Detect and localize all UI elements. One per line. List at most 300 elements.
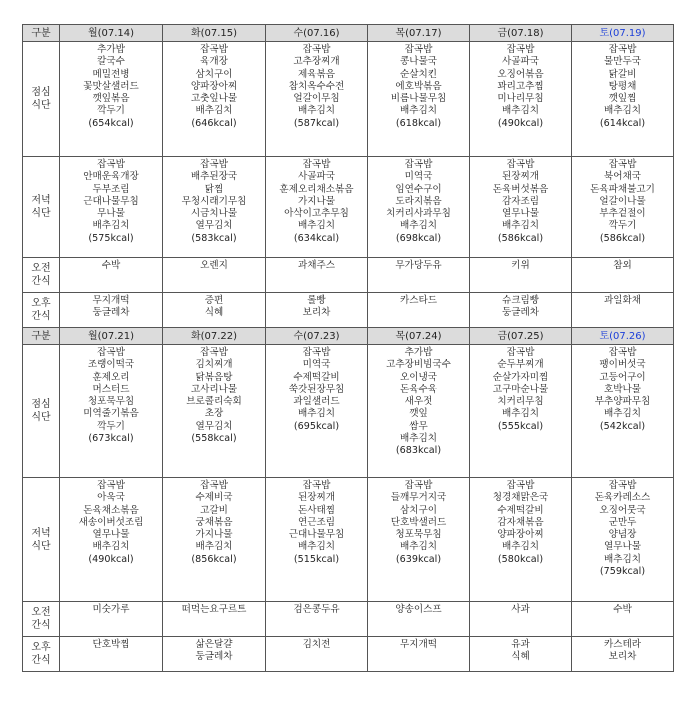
menu-item: 식혜 [511,651,530,663]
menu-item: 오징어뭇국 [599,504,646,516]
column-label: 구분 [23,25,60,42]
menu-item: 청포묵무침 [87,396,135,408]
menu-item: 배추김치 [603,105,642,117]
menu-cell [368,637,470,672]
menu-item: 깻잎 [409,408,428,420]
menu-item: 칼국수 [97,56,125,68]
menu-item: (683kcal) [395,445,442,457]
menu-cell [368,293,470,328]
menu-item: 순두부찌개 [497,359,544,371]
row-label [23,602,60,637]
menu-cell [60,345,163,478]
day-header: 월(07.14) [60,25,163,42]
row-label [23,293,60,328]
menu-item: 양송이스프 [395,604,442,615]
menu-item: 깻잎찜 [608,93,637,105]
menu-cell [163,602,266,637]
menu-item: 안매운육개장 [83,171,139,183]
row-label [23,637,60,672]
menu-item: 배추김치 [501,408,540,420]
menu-item: 탕평채 [608,80,637,92]
menu-cell [60,602,163,637]
menu-item: 참치옥수수전 [288,80,345,92]
menu-cell [266,478,368,602]
menu-item: 시금치나물 [190,208,238,220]
menu-item: 에호박볶음 [395,80,442,92]
day-header: 화(07.22) [163,328,266,345]
menu-item: 과채주스 [297,260,336,271]
menu-item: 배추김치 [195,105,233,117]
menu-item: 수제떡갈비 [497,504,544,516]
menu-item: (646kcal) [191,117,237,129]
menu-item: 된장찌개 [297,492,336,504]
menu-item: 잡곡밥 [302,159,331,170]
menu-item: 제육볶음 [297,68,336,80]
menu-item: (575kcal) [88,232,134,244]
menu-cell [60,157,163,258]
menu-item: 참외 [613,260,632,271]
menu-item: 가지나물 [297,195,336,207]
menu-item: 닭볶음탕 [195,371,233,383]
menu-item: 열무김치 [195,220,233,232]
day-header: 토(07.19) [572,25,674,42]
menu-item: 돈육파채불고기 [590,183,655,195]
menu-item: 도라지볶음 [395,195,442,207]
menu-cell [368,478,470,602]
menu-cell [470,602,572,637]
menu-item: 순살가자미찜 [492,371,549,383]
row-label-text: 오후 [31,298,51,309]
menu-item: 배추김치 [297,541,336,553]
menu-cell [163,637,266,672]
menu-item: 배추김치 [399,541,438,553]
week-2-lunch-row [23,345,674,478]
menu-item: 배추김치 [297,105,336,117]
menu-cell [266,42,368,157]
menu-item: 연근조림 [297,516,336,528]
row-label-text: 식단 [31,540,51,552]
menu-item: 키위 [511,260,530,271]
menu-item: 돈육채소볶음 [83,504,139,516]
menu-item: 수제떡갈비 [293,371,340,383]
day-header: 목(07.24) [368,328,470,345]
menu-item: 열무나물 [603,541,642,553]
menu-item: 무나물 [97,208,125,220]
menu-item: 수박 [613,604,632,615]
menu-cell [572,345,674,478]
menu-item: 배추김치 [92,220,130,232]
menu-item: 배추김치 [399,105,438,117]
menu-item: 콩나물국 [399,56,438,68]
menu-item: 떠먹는요구르트 [181,604,247,615]
menu-item: 쑥갓된장무침 [288,383,345,395]
menu-item: 잡곡밥 [608,347,637,358]
menu-item: 슈크림빵 [501,295,540,306]
day-header: 월(07.21) [60,328,163,345]
menu-item: 감자채볶음 [497,516,544,528]
menu-item: 배추김치 [501,541,540,553]
menu-cell [163,478,266,602]
menu-item: (490kcal) [88,553,134,565]
row-label [23,345,60,478]
day-header: 화(07.15) [163,25,266,42]
menu-item: 열무나물 [92,529,130,541]
menu-cell [163,293,266,328]
menu-item: 잡곡밥 [608,480,637,491]
menu-cell [60,258,163,293]
row-label [23,258,60,293]
menu-item: 꽃맛살샐러드 [83,80,139,92]
week-1-am-snack-row [23,258,674,293]
menu-cell [572,157,674,258]
day-header: 금(07.25) [470,328,572,345]
menu-item: 무가당두유 [395,260,442,271]
menu-item: 고사리나물 [190,383,238,395]
menu-cell [266,157,368,258]
menu-cell [470,478,572,602]
menu-item: (587kcal) [293,117,340,129]
menu-item: (580kcal) [497,553,544,565]
menu-cell [60,293,163,328]
menu-item: (583kcal) [191,232,237,244]
menu-item: 추가밥 [97,44,125,55]
menu-item: 카스테라 [603,639,642,650]
menu-item: 과일샐러드 [293,396,340,408]
menu-item: 배추김치 [399,220,438,232]
menu-item: 고춧잎나물 [190,93,238,105]
menu-item: 꽈리고추찜 [497,80,544,92]
menu-item: (586kcal) [497,232,544,244]
menu-item: 유과 [511,639,530,650]
menu-cell [266,345,368,478]
menu-item: 브로콜리숙회 [186,396,242,408]
menu-item: 청포묵무침 [395,529,442,541]
menu-item: (673kcal) [88,433,134,445]
menu-item: 임연수구이 [395,183,442,195]
menu-item: 얼갈이무침 [293,93,340,105]
menu-item: 군만두 [608,516,637,528]
menu-cell [163,157,266,258]
menu-item: 고구마순나물 [492,383,549,395]
menu-cell [266,293,368,328]
menu-cell [470,157,572,258]
menu-item: 무청시래기무침 [181,195,247,207]
menu-item: 잡곡밥 [200,159,228,170]
menu-item: (695kcal) [293,420,340,432]
menu-item: 근대나물무침 [288,529,345,541]
menu-item: 사골파국 [501,56,540,68]
menu-item: 돈사태찜 [297,504,336,516]
menu-item: 미역줄기볶음 [83,408,139,420]
week-2-am-snack-row [23,602,674,637]
row-label-text: 식단 [31,208,51,219]
menu-cell [368,157,470,258]
menu-item: 된장찌개 [501,171,540,183]
menu-item: 깻잎볶음 [92,93,130,105]
menu-cell [572,258,674,293]
menu-item: 아삭이고추무침 [284,208,349,220]
menu-item: (555kcal) [497,420,544,432]
menu-item: 비름나물무침 [390,93,447,105]
menu-item: 수박 [101,260,121,271]
menu-item: 잡곡밥 [302,480,331,491]
menu-item: 추가밥 [404,347,433,358]
menu-item: 보리차 [302,307,331,319]
menu-item: 배추김치 [603,408,642,420]
menu-cell [470,345,572,478]
menu-item: 단호박샐러드 [390,516,447,528]
menu-item: 치커리무침 [497,396,544,408]
menu-item: 고갈비 [200,504,228,516]
row-label-text: 식단 [31,100,51,111]
menu-item: 잡곡밥 [200,44,228,55]
menu-item: 잡곡밥 [97,480,125,491]
menu-cell [163,258,266,293]
week-1-pm-snack-row [23,293,674,328]
row-label [23,478,60,602]
menu-cell [470,258,572,293]
row-label-text: 저녁 [31,195,51,206]
menu-item: 미나리무침 [497,93,544,105]
menu-item: 배추김치 [92,541,130,553]
menu-item: 잡곡밥 [506,44,535,55]
menu-item: 깍두기 [97,420,125,432]
menu-item: 돈육카레소스 [594,492,651,504]
row-label-text: 간식 [31,655,51,666]
menu-item: 둥글레차 [501,307,540,319]
menu-item: 오이냉국 [399,371,438,383]
menu-item: 두부조림 [92,183,130,195]
row-label-text: 간식 [31,276,51,287]
menu-item: 오렌지 [200,260,228,271]
menu-item: 김치찌개 [195,359,233,371]
row-label [23,157,60,258]
menu-item: 과일화채 [603,295,642,306]
day-header: 수(07.23) [266,328,368,345]
menu-item: 잡곡밥 [200,347,228,358]
menu-item: 배추김치 [195,541,233,553]
menu-item: 수제비국 [195,492,233,504]
menu-item: 미숫가루 [92,604,130,615]
week-1-dinner-row [23,157,674,258]
row-label-text: 오전 [31,263,51,274]
menu-item: 메밀전병 [92,68,130,80]
menu-cell [572,293,674,328]
menu-item: 궁채볶음 [195,516,233,528]
day-header: 금(07.18) [470,25,572,42]
menu-item: 배추김치 [399,433,438,445]
menu-item: 열무나물 [501,208,540,220]
menu-item: 둥글레차 [92,307,130,319]
menu-item: 잡곡밥 [200,480,228,491]
menu-item: (558kcal) [191,433,237,445]
menu-item: 육개장 [200,56,228,68]
menu-item: 롤빵 [307,295,326,306]
menu-item: 새송이버섯조림 [78,516,144,528]
menu-item: 고추장비빔국수 [386,359,451,371]
menu-item: (586kcal) [599,232,646,244]
week-2-pm-snack-row [23,637,674,672]
menu-item: 사과 [511,604,530,615]
week-1-lunch-row [23,42,674,157]
menu-item: 잡곡밥 [97,159,125,170]
menu-item: 삶은달걀 [195,639,233,650]
menu-item: 단호박찜 [92,639,130,650]
menu-item: 양파장아찌 [190,80,238,92]
menu-item: 잡곡밥 [404,480,433,491]
menu-item: 배추김치 [297,408,336,420]
menu-item: 조랭이떡국 [87,359,135,371]
menu-item: 잡곡밥 [97,347,125,358]
menu-item: 머스터드 [92,383,130,395]
menu-item: (654kcal) [88,117,134,129]
menu-item: 깍두기 [97,105,125,117]
menu-item: 고추장찌개 [293,56,340,68]
week-2-dinner-row [23,478,674,602]
menu-item: 깍두기 [608,220,637,232]
menu-item: 청경채맑은국 [492,492,549,504]
menu-item: 삼치구이 [399,504,438,516]
menu-item: 잡곡밥 [506,480,535,491]
menu-item: 잡곡밥 [608,159,637,170]
row-label-text: 점심 [31,87,51,98]
menu-item: (634kcal) [293,232,340,244]
menu-item: 잡곡밥 [506,347,535,358]
menu-item: 배추김치 [603,553,642,565]
menu-item: 아욱국 [97,492,125,504]
menu-item: (490kcal) [497,117,544,129]
menu-item: 물만두국 [603,56,642,68]
menu-cell [572,478,674,602]
menu-item: 잡곡밥 [608,44,637,55]
menu-item: 미역국 [404,171,433,183]
menu-cell [368,602,470,637]
menu-item: 검은콩두유 [293,604,340,615]
day-header: 토(07.26) [572,328,674,345]
menu-item: 식혜 [204,307,224,319]
row-label-text: 오후 [31,642,51,653]
menu-cell [470,42,572,157]
menu-item: 순살치킨 [399,68,438,80]
menu-item: 감자조림 [501,195,540,207]
menu-item: 양파장아찌 [497,529,544,541]
menu-item: 치커리사과무침 [386,208,451,220]
menu-item: (759kcal) [599,566,646,578]
menu-cell [266,602,368,637]
menu-item: 잡곡밥 [302,44,331,55]
menu-item: 새우젓 [404,396,433,408]
column-label: 구분 [23,328,60,345]
menu-item: 잡곡밥 [506,159,535,170]
menu-item: 고등어구이 [599,371,646,383]
menu-item: 잡곡밥 [302,347,331,358]
menu-item: 김치전 [302,639,331,650]
menu-item: 양념장 [608,529,637,541]
menu-item: 삼치구이 [195,68,233,80]
menu-cell [60,42,163,157]
menu-cell [368,345,470,478]
menu-item: (614kcal) [599,117,646,129]
menu-item: (618kcal) [395,117,442,129]
menu-item: 무지개떡 [92,295,130,306]
menu-item: 근대나물무침 [83,195,139,207]
menu-cell [572,602,674,637]
menu-item: 돈육수육 [399,383,438,395]
menu-item: 호박나물 [603,383,642,395]
menu-item: 북어채국 [603,171,642,183]
menu-item: 팽이버섯국 [599,359,646,371]
menu-item: (639kcal) [395,553,442,565]
week-1-header-row [23,25,674,42]
menu-cell [470,293,572,328]
menu-item: 보리차 [608,651,637,663]
row-label-text: 식단 [31,412,51,423]
menu-item: 배추김치 [501,105,540,117]
menu-item: 돈육버섯볶음 [492,183,549,195]
menu-item: (542kcal) [599,420,646,432]
menu-item: 쌈무 [409,420,428,432]
menu-item: 미역국 [302,359,331,371]
menu-item: 닭찜 [204,183,224,195]
menu-cell [470,637,572,672]
menu-item: 배추김치 [297,220,336,232]
menu-cell [60,637,163,672]
menu-item: 가지나물 [195,529,233,541]
menu-item: 사골파국 [297,171,336,183]
menu-item: 증편 [204,295,224,306]
row-label-text: 오전 [31,607,51,618]
menu-item: 배추된장국 [190,171,238,183]
menu-item: 오징어볶음 [497,68,544,80]
menu-cell [368,258,470,293]
menu-item: 열무김치 [195,420,233,432]
row-label-text: 저녁 [31,527,51,539]
menu-item: 카스타드 [399,295,438,306]
menu-item: 들깨무거지국 [390,492,447,504]
menu-item: 잡곡밥 [404,159,433,170]
menu-cell [163,42,266,157]
menu-item: 둥글레차 [195,651,233,663]
row-label [23,42,60,157]
menu-item: 훈제오리채소볶음 [279,183,354,195]
day-header: 목(07.17) [368,25,470,42]
meal-menu-table [22,24,674,672]
menu-cell [163,345,266,478]
menu-cell [572,42,674,157]
menu-cell [60,478,163,602]
menu-item: (698kcal) [395,232,442,244]
row-label-text: 간식 [31,620,51,631]
menu-item: 초장 [204,408,224,420]
menu-cell [266,258,368,293]
menu-cell [572,637,674,672]
menu-item: 부추겉절이 [599,208,646,220]
row-label-text: 간식 [31,311,51,322]
menu-item: (515kcal) [293,553,340,565]
menu-item: 얼갈이나물 [599,195,646,207]
menu-item: 훈제오리 [92,371,130,383]
day-header: 수(07.16) [266,25,368,42]
menu-item: 무지개떡 [399,639,438,650]
menu-item: 닭갈비 [608,68,637,80]
menu-cell [266,637,368,672]
menu-item: 잡곡밥 [404,44,433,55]
menu-item: 부추양파무침 [594,396,651,408]
menu-item: 배추김치 [501,220,540,232]
row-label-text: 점심 [31,399,51,410]
menu-cell [368,42,470,157]
menu-item: (856kcal) [191,553,237,565]
